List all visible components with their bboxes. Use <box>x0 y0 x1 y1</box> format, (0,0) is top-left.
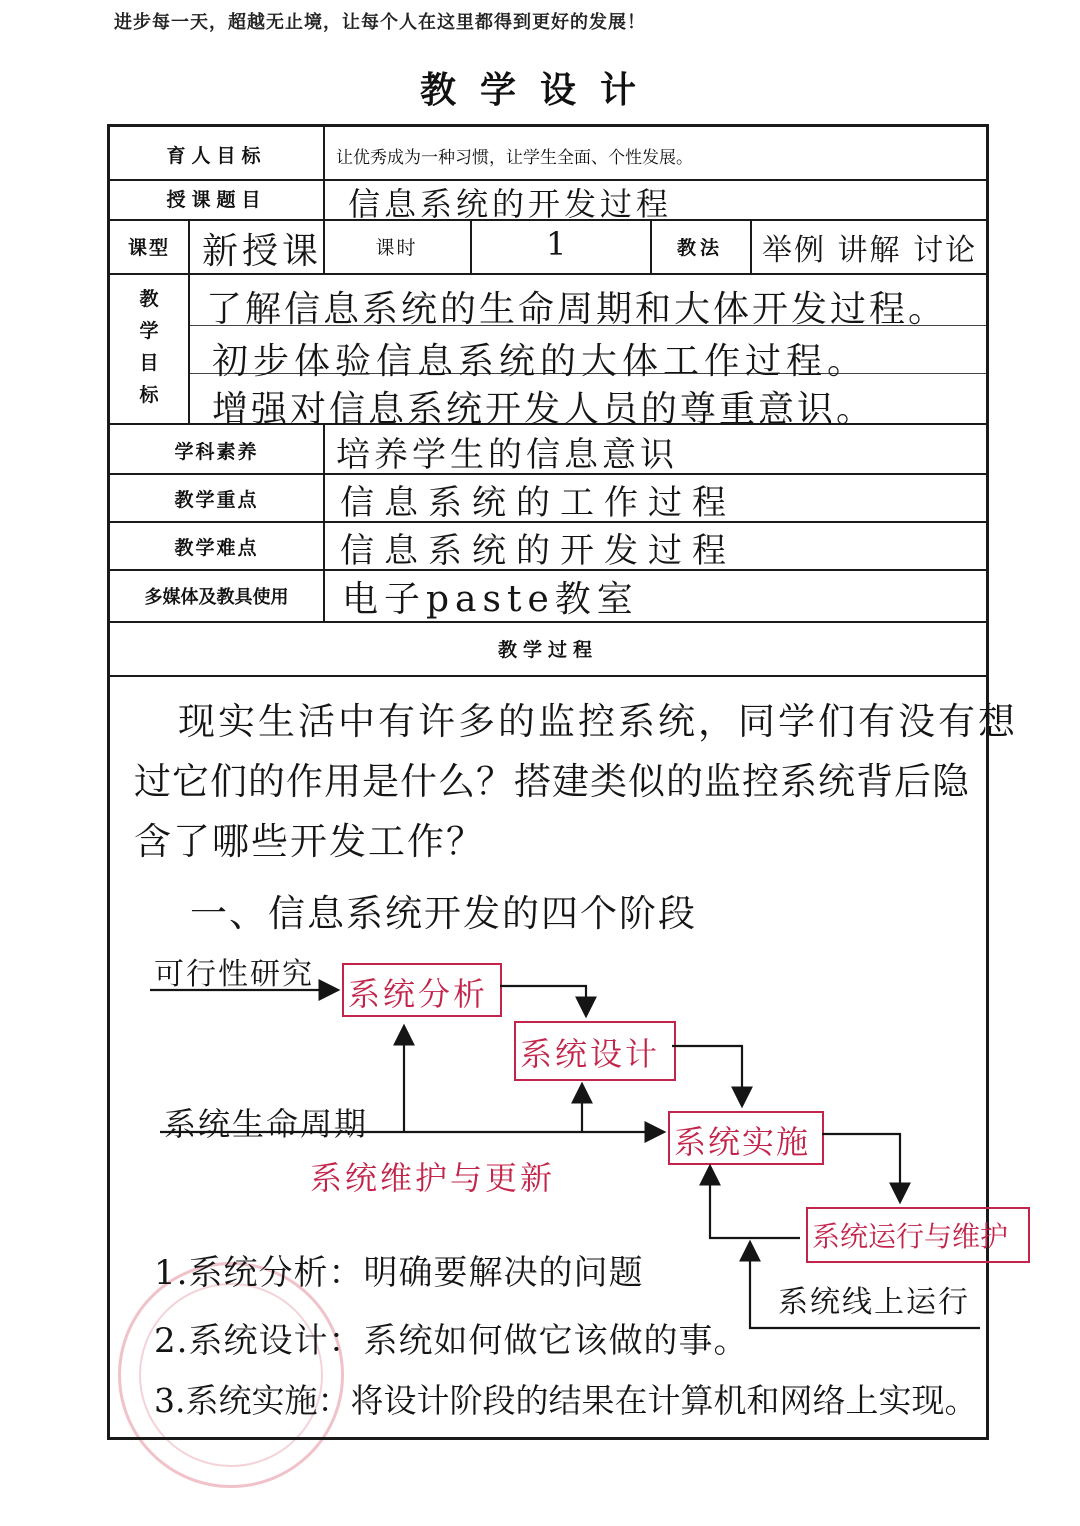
objectives-label-char: 标 <box>139 384 159 406</box>
key-point-value: 信息系统的工作过程 <box>340 483 736 523</box>
topic-value: 信息系统的开发过程 <box>348 185 673 223</box>
life-cycle-label: 系统生命周期 <box>164 1105 369 1143</box>
education-goal-value: 让优秀成为一种习惯，让学生全面、个性发展。 <box>336 148 693 168</box>
implementation-label: 系统实施 <box>674 1123 811 1161</box>
operation-maintenance-label: 系统运行与维护 <box>812 1220 1009 1253</box>
objective-item: 初步体验信息系统的大体工作过程。 <box>212 341 869 382</box>
process-header: 教学过程 <box>497 639 598 661</box>
note-line: 1.系统分析：明确要解决的问题 <box>154 1253 644 1293</box>
note-line: 3.系统实施：将设计阶段的结果在计算机和网络上实现。 <box>154 1381 978 1420</box>
literacy-label: 学科素养 <box>174 441 259 463</box>
objectives-label-char: 学 <box>139 320 159 342</box>
section-heading: 一、信息系统开发的四个阶段 <box>190 892 697 935</box>
method-label: 教法 <box>676 237 723 259</box>
intro-line: 现实生活中有许多的监控系统，同学们有没有想 <box>178 700 1018 743</box>
header-motto: 进步每一天，超越无止境，让每个人在这里都得到更好的发展！ <box>114 12 646 33</box>
note-line: 2.系统设计：系统如何做它该做的事。 <box>154 1321 749 1361</box>
design-label: 系统设计 <box>520 1035 661 1073</box>
objectives-label-char: 教 <box>139 288 159 310</box>
topic-label: 授课题目 <box>166 189 267 211</box>
method-value: 举例 讲解 讨论 <box>762 233 978 268</box>
periods-label: 课时 <box>375 237 418 259</box>
course-type-label: 课型 <box>127 237 170 259</box>
intro-line: 过它们的作用是什么？搭建类似的监控系统背后隐 <box>134 760 970 803</box>
objectives-label-char: 目 <box>139 352 159 374</box>
media-value: 电子paste教室 <box>342 579 639 620</box>
key-point-label: 教学重点 <box>174 489 259 511</box>
literacy-value: 培养学生的信息意识 <box>336 435 678 475</box>
online-operation-label: 系统线上运行 <box>778 1285 970 1320</box>
periods-value: 1 <box>546 225 571 263</box>
difficulty-label: 教学难点 <box>174 537 259 559</box>
maintenance-update-label: 系统维护与更新 <box>310 1159 556 1197</box>
objective-item: 了解信息系统的生命周期和大体开发过程。 <box>206 289 948 330</box>
objective-item: 增强对信息系统开发人员的尊重意识。 <box>212 389 876 430</box>
analysis-label: 系统分析 <box>348 975 489 1013</box>
media-label: 多媒体及教具使用 <box>144 587 289 608</box>
course-type-value: 新授课 <box>202 231 323 272</box>
feasibility-label: 可行性研究 <box>154 957 314 992</box>
education-goal-label: 育人目标 <box>166 145 267 167</box>
document-title: 教学设计 <box>419 69 660 111</box>
difficulty-value: 信息系统的开发过程 <box>340 531 736 571</box>
intro-line: 含了哪些开发工作？ <box>134 820 485 863</box>
